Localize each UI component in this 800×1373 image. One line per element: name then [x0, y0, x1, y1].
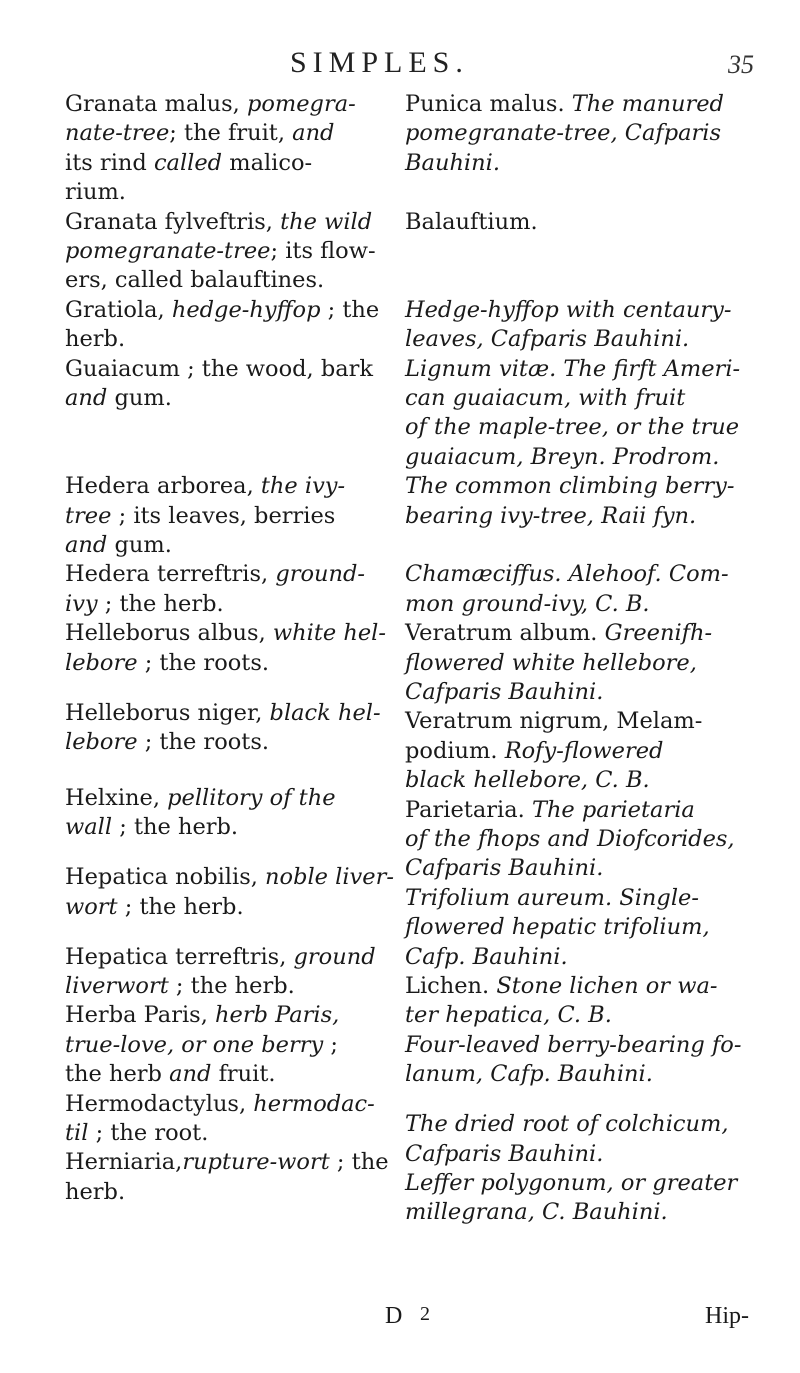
left-column-line [65, 1178, 125, 1207]
right-column-line [405, 825, 735, 854]
right-column-line [405, 1140, 603, 1169]
italic-text: pomegranate-tree [65, 238, 271, 264]
right-column-line [405, 619, 712, 648]
italic-text: Stone lichen or wa- [496, 973, 718, 999]
roman-text: Hepatica nobilis, [65, 864, 266, 891]
left-column-line [65, 208, 372, 237]
roman-text: Helxine, [65, 784, 168, 811]
roman-text: ; [323, 1031, 338, 1058]
roman-text: ers, called balauftines. [65, 267, 325, 294]
italic-text: the ivy- [260, 473, 346, 500]
left-column-line [65, 784, 336, 813]
right-column-line [405, 296, 731, 325]
roman-text: podium. [405, 737, 505, 764]
roman-text: Veratrum nigrum, Melam- [405, 708, 703, 735]
italic-text: and [292, 120, 335, 147]
italic-text: liverwort [65, 973, 169, 999]
signature-number: 2 [420, 1303, 430, 1325]
italic-text: til [65, 1120, 89, 1146]
italic-text: and [169, 1061, 212, 1088]
italic-text: ground- [275, 561, 366, 588]
italic-text: true-love, or one berry [65, 1031, 324, 1058]
roman-text: Helleborus albus, [65, 620, 273, 647]
right-column-line [405, 208, 538, 237]
left-column-line [65, 90, 356, 119]
roman-text: Guaiacum ; the wood, bark [65, 355, 374, 382]
roman-text: Hepatica terreftris, [65, 943, 294, 970]
right-column-line [405, 325, 689, 354]
italic-text: flowered hepatic trifolium, [405, 914, 710, 941]
italic-text: Cafp. Bauhini. [405, 943, 568, 970]
left-column-line [65, 1001, 339, 1030]
left-column-line [65, 355, 373, 384]
italic-text: rupture-wort [182, 1149, 330, 1176]
italic-text: called [153, 149, 223, 176]
roman-text: gum. [107, 385, 172, 411]
right-column-line [405, 413, 739, 442]
roman-text: Herniaria, [65, 1149, 183, 1176]
italic-text: noble liver- [265, 864, 394, 891]
left-column-line [65, 972, 295, 1001]
italic-text: Cafparis Bauhini. [405, 1140, 604, 1167]
left-column-line [65, 943, 376, 972]
italic-text: Cafparis Bauhini. [405, 855, 604, 882]
left-column-line [65, 237, 376, 266]
roman-text: Gratiola, [65, 296, 172, 323]
left-column-line [65, 1060, 276, 1089]
italic-text: herb Paris, [215, 1002, 340, 1029]
italic-text: The dried root of colchicum, [405, 1111, 729, 1138]
left-column-line [65, 619, 386, 648]
right-column-line [405, 796, 695, 825]
left-column-line [65, 728, 269, 757]
left-column-line [65, 266, 324, 295]
italic-text: lanum, Cafp. Bauhini. [405, 1061, 653, 1088]
italic-text: ground [293, 943, 376, 970]
left-column-line [65, 502, 335, 531]
right-column-line [405, 972, 717, 1001]
right-column-line [405, 1198, 668, 1227]
italic-text: The manured [571, 91, 724, 117]
italic-text: pellitory of the [167, 784, 336, 811]
roman-text: Hermodactylus, [65, 1090, 254, 1117]
left-column-line [65, 325, 125, 354]
left-column-line [65, 178, 126, 207]
roman-text: herb. [65, 1178, 126, 1205]
italic-text: pomegra- [246, 91, 356, 117]
right-column-line [405, 737, 663, 766]
roman-text: ; the roots. [137, 728, 270, 755]
right-column-line [405, 119, 721, 148]
italic-text: ivy [65, 590, 98, 617]
right-column-line [405, 443, 719, 472]
italic-text: nate-tree [65, 120, 170, 147]
roman-text: herb. [65, 326, 126, 353]
italic-text: wall [65, 814, 113, 841]
italic-text: ter hepatica, C. B. [405, 1002, 612, 1029]
left-column-line [65, 472, 345, 501]
italic-text: Cafparis Bauhini. [405, 679, 604, 705]
italic-text: tree [65, 502, 112, 529]
roman-text: Balauftium. [405, 208, 538, 235]
roman-text: ; the roots. [137, 649, 270, 676]
right-column-line [405, 560, 729, 589]
italic-text: The parietaria [531, 796, 695, 823]
right-column-line [405, 1031, 741, 1060]
italic-text: leaves, Cafparis Bauhini. [405, 326, 690, 353]
italic-text: can guaiacum, with fruit [405, 385, 686, 411]
italic-text: Chamæciffus. Alehoof. Com- [405, 561, 729, 588]
italic-text: The common climbing berry- [405, 473, 735, 500]
left-column-line [65, 384, 172, 413]
italic-text: Greenifh- [604, 620, 713, 647]
left-column-line [65, 149, 312, 178]
right-column-line [405, 502, 696, 531]
roman-text: ; the herb. [117, 893, 244, 920]
roman-text: ; its flow- [270, 238, 376, 264]
italic-text: flowered white hellebore, [405, 649, 697, 676]
roman-text: Hedera terreftris, [65, 561, 276, 588]
right-column-line [405, 149, 500, 178]
page-footer [0, 1303, 800, 1335]
right-column-line [405, 678, 603, 707]
page-number: 35 [728, 50, 754, 79]
roman-text: Granata malus, [65, 91, 247, 117]
signature-mark: D [385, 1303, 403, 1329]
roman-text: ; the fruit, [169, 120, 293, 147]
right-column-line [405, 884, 699, 913]
page-header [0, 46, 800, 86]
italic-text: lebore [65, 649, 138, 676]
left-column-line [65, 531, 172, 560]
italic-text: Trifolium aureum. Single- [405, 884, 699, 911]
left-column-line [65, 1090, 375, 1119]
right-column-line [405, 472, 735, 501]
left-column-line [65, 1119, 208, 1148]
roman-text: Herba Paris, [65, 1002, 216, 1029]
right-column-line [405, 384, 685, 413]
right-column-line [405, 707, 702, 736]
roman-text: ; the root. [88, 1120, 209, 1146]
roman-text: gum. [107, 532, 172, 558]
italic-text: pomegranate-tree, Cafparis [405, 120, 722, 147]
italic-text: Bauhini. [405, 149, 500, 176]
right-column-line [405, 355, 740, 384]
right-column-line [405, 590, 650, 619]
right-column-line [405, 913, 710, 942]
italic-text: the wild [280, 208, 373, 235]
roman-text: malico- [222, 149, 313, 176]
italic-text: lebore [65, 728, 138, 755]
roman-text: ; its leaves, berries [111, 502, 336, 529]
left-column-line [65, 699, 381, 728]
italic-text: millegrana, C. Bauhini. [405, 1199, 668, 1226]
right-column-line [405, 943, 568, 972]
left-column-line [65, 119, 334, 148]
roman-text: fruit. [211, 1061, 276, 1088]
right-column-line [405, 1169, 737, 1198]
left-column-line [65, 590, 224, 619]
left-column-line [65, 296, 379, 325]
roman-text: Veratrum album. [405, 620, 605, 647]
right-column-line [405, 766, 650, 795]
roman-text: the herb [65, 1061, 170, 1088]
roman-text: Granata fylveftris, [65, 208, 281, 235]
roman-text: ; the herb. [112, 814, 239, 841]
italic-text: of the fhops and Diofcorides, [405, 826, 735, 852]
roman-text: ; the [320, 296, 380, 323]
running-title: SIMPLES. [290, 46, 469, 79]
italic-text: Hedge-hyffop with centaury- [405, 296, 732, 323]
roman-text: Helleborus niger, [65, 699, 270, 726]
left-column-line [65, 893, 244, 922]
italic-text: wort [65, 893, 118, 920]
roman-text: Parietaria. [405, 796, 532, 823]
italic-text: Leffer polygonum, or greater [405, 1169, 738, 1196]
right-column-line [405, 1001, 612, 1030]
left-column-line [65, 1031, 338, 1060]
left-column-line [65, 649, 269, 678]
catchword: Hip- [705, 1303, 749, 1329]
italic-text: bearing ivy-tree, Raii fyn. [405, 502, 697, 529]
right-column-line [405, 1060, 653, 1089]
roman-text: rium. [65, 179, 126, 206]
left-column-line [65, 863, 394, 892]
italic-text: Rofy-flowered [504, 737, 664, 764]
roman-text: Hedera arborea, [65, 473, 261, 500]
left-column-line [65, 813, 238, 842]
right-column-line [405, 649, 697, 678]
left-column-line [65, 1148, 389, 1177]
italic-text: and [65, 532, 108, 558]
roman-text: Lichen. [405, 973, 497, 999]
italic-text: of the maple-tree, or the true [405, 414, 740, 441]
right-column-line [405, 1110, 728, 1139]
right-column-line [405, 90, 724, 119]
italic-text: guaiacum, Breyn. Prodrom. [405, 443, 720, 470]
italic-text: black hellebore, C. B. [405, 767, 650, 794]
italic-text: Lignum vitæ. The firft Ameri- [405, 355, 741, 382]
roman-text: ; the herb. [168, 973, 295, 999]
italic-text: Four-leaved berry-bearing fo- [405, 1031, 742, 1058]
italic-text: black hel- [269, 699, 381, 726]
italic-text: mon ground-ivy, C. B. [405, 590, 650, 617]
roman-text: Punica malus. [405, 91, 572, 117]
italic-text: hermodac- [253, 1090, 375, 1117]
italic-text: white hel- [272, 620, 386, 647]
roman-text: ; the herb. [97, 590, 224, 617]
italic-text: and [65, 385, 108, 411]
italic-text: hedge-hyffop [171, 296, 321, 323]
left-column-line [65, 560, 365, 589]
roman-text: ; the [329, 1149, 389, 1176]
right-column-line [405, 854, 603, 883]
roman-text: its rind [65, 149, 154, 176]
